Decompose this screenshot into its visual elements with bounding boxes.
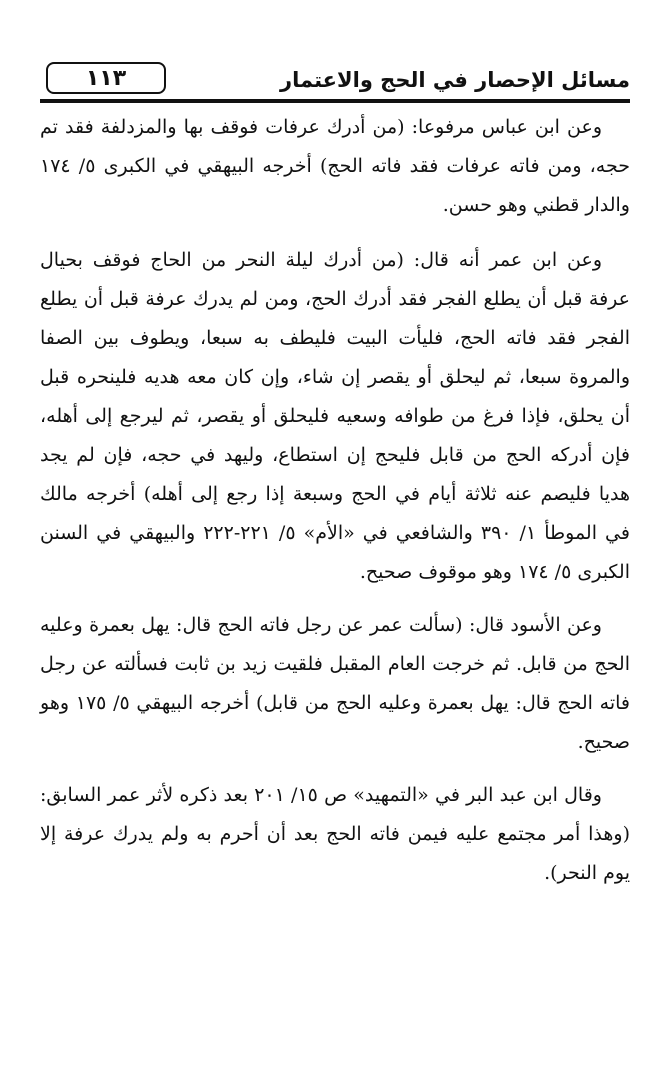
running-title: مسائل الإحصار في الحج والاعتمار xyxy=(280,68,630,92)
paragraph-ibn-umar: وعن ابن عمر أنه قال: (من أدرك ليلة النحر من الحاج فوقف بحيال عرفة قبل أن يطلع الفجر فقد أدرك الحج، ومن لم يدرك عرفة قبل أن يطلع الفجر فقد فاته الحج، فليأت البيت فليطف به سبعا، ويطوف بين الصفا والمروة سبعا، ثم ليحلق أو يقصر إن شاء، وإن كان معه هديه فلينحره قبل أن يحلق، فإذا فرغ من طوافه وسعيه فليحلق أو يقصر، ثم ليرجع إلى أهله، فإن أدركه الحج من قابل فليحج إن استطاع، وليهد في حجه، فإن لم يجد هديا فليصم عنه ثلاثة أيام في الحج وسبعة إذا رجع إلى أهله) أخرجه مالك في الموطأ ١/ ٣٩٠ والشافعي في «الأم» ٥/ ٢٢١-٢٢٢ والبيهقي في السنن الكبرى ٥/ ١٧٤ وهو موقوف صحيح. xyxy=(40,249,630,583)
body-text xyxy=(40,108,630,907)
page-header xyxy=(40,58,630,98)
page-number: ١١٣ xyxy=(46,62,166,94)
paragraph-ibn-abbas: وعن ابن عباس مرفوعا: (من أدرك عرفات فوقف بها والمزدلفة فقد تم حجه، ومن فاته عرفات فقد فاته الحج) أخرجه البيهقي في الكبرى ٥/ ١٧٤ والدار قطني وهو حسن. xyxy=(40,116,630,216)
paragraph-ibn-abd-al-barr: وقال ابن عبد البر في «التمهيد» ص ١٥/ ٢٠١ بعد ذكره لأثر عمر السابق: (وهذا أمر مجتمع عليه فيمن فاته الحج بعد أن أحرم به ولم يدرك عرفة إلا يوم النحر). xyxy=(40,784,630,884)
paragraph-al-aswad: وعن الأسود قال: (سألت عمر عن رجل فاته الحج قال: يهل بعمرة وعليه الحج من قابل. ثم خرجت العام المقبل فلقيت زيد بن ثابت فسألته عن رجل فاته الحج قال: يهل بعمرة وعليه الحج من قابل) أخرجه البيهقي ٥/ ١٧٥ وهو صحيح. xyxy=(40,614,630,753)
header-divider xyxy=(40,99,630,103)
